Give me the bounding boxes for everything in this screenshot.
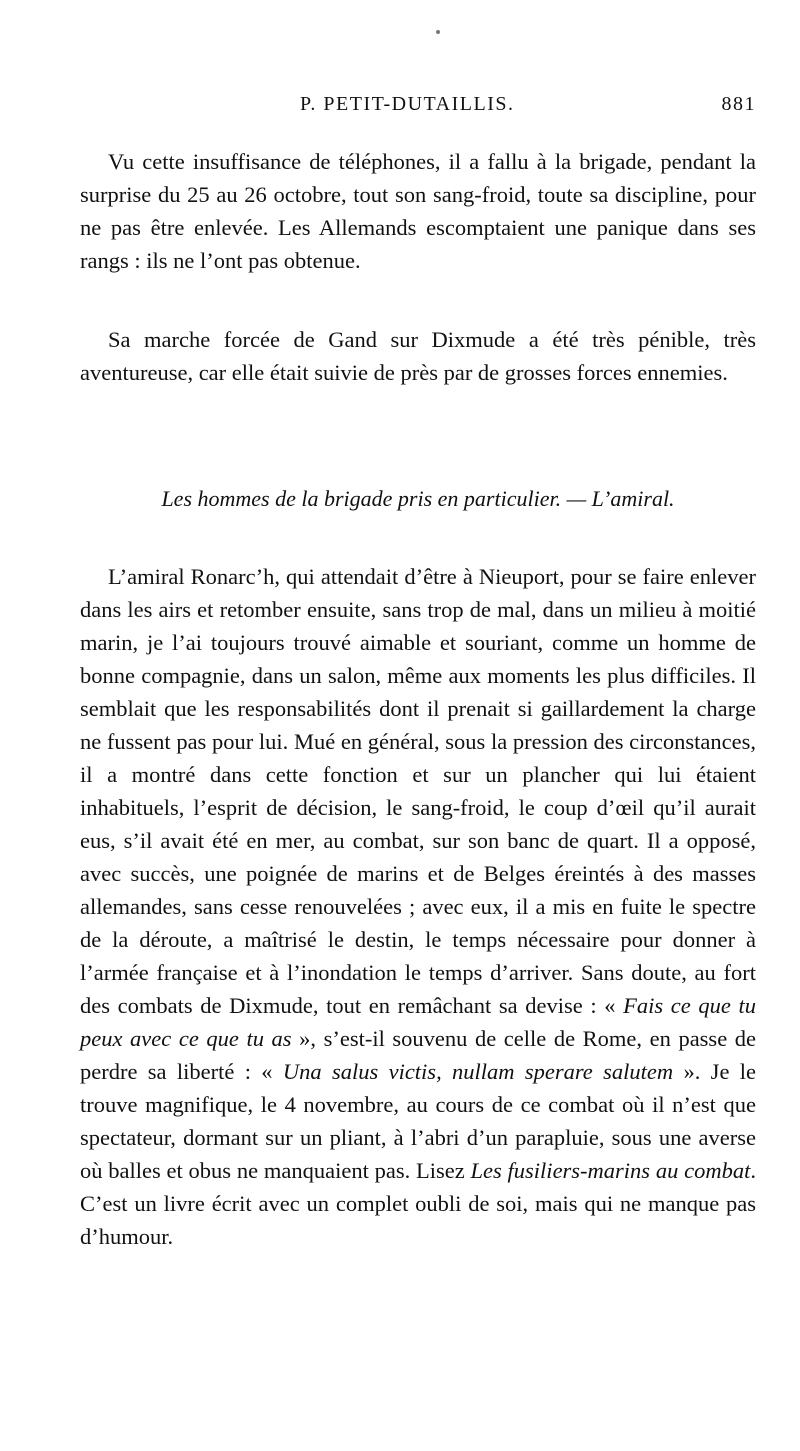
paragraph-admiral (80, 560, 756, 1253)
book-title: Les fusiliers-marins au combat (470, 1158, 751, 1183)
admiral-text-part-1: L’amiral Ronarc’h, qui attendait d’être à Nieuport, pour se faire enlever dans les airs et retomber ensuite, sans trop de mal, dans un milieu à moitié marin, je l’ai toujours trouvé aimable et souriant, comme un homme de bonne compagnie, dans un salon, même aux moments les plus difficiles. Il semblait que les responsabilités dont il prenait si gaillardement la charge ne fussent pas pour lui. Mué en général, sous la pression des circonstances, il a montré dans cette fonction et sur un plancher qui lui étaient inhabituels, l’esprit de décision, le sang-froid, le coup d’œil qu’il aurait eus, s’il avait été en mer, au combat, sur son banc de quart. Il a opposé, avec succès, une poignée de marins et de Belges éreintés à des masses allemandes, sans cesse renouvelées ; avec eux, il a mis en fuite le spectre de la déroute, a maîtrisé le destin, le temps nécessaire pour donner à l’armée française et à l’inondation le temps d’arriver. Sans doute, au fort des combats de Dixmude, tout en remâchant sa devise : « (80, 564, 756, 1018)
section-heading: Les hommes de la brigade pris en particulier. — L’amiral. (161, 486, 675, 511)
paragraph-march: Sa marche forcée de Gand sur Dixmude a été très pénible, très aventureuse, car elle était suivie de près par de grosses forces ennemies. (80, 327, 756, 385)
motto-quote: Fais ce que tu peux avec ce que tu as (80, 993, 756, 1051)
running-head (80, 93, 756, 123)
admiral-text-part-4: . C’est un livre écrit avec un complet oubli de soi, mais qui ne manque pas d’humour. (80, 1158, 756, 1249)
ink-speck (436, 30, 440, 34)
admiral-text-part-2: », s’est-il souvenu de celle de Rome, en passe de perdre sa liberté : « (80, 1026, 756, 1084)
latin-quote: Una salus victis, nullam sperare salutem (282, 1059, 674, 1084)
running-title: P. PETIT-DUTAILLIS. (300, 93, 515, 115)
paragraph-telephones: Vu cette insuffisance de téléphones, il a fallu à la brigade, pendant la surprise du 25 au 26 octobre, tout son sang-froid, toute sa discipline, pour ne pas être enlevée. Les Allemands escomptaient une panique dans ses rangs : ils ne l’ont pas obtenue. (80, 149, 756, 273)
page-number: 881 (721, 93, 756, 115)
admiral-text-part-3: ». Je le trouve magnifique, le 4 novembre, au cours de ce combat où il n’est que spectateur, dormant sur un pliant, à l’abri d’un parapluie, sous une averse où balles et obus ne manquaient pas. Lisez (80, 1059, 757, 1183)
